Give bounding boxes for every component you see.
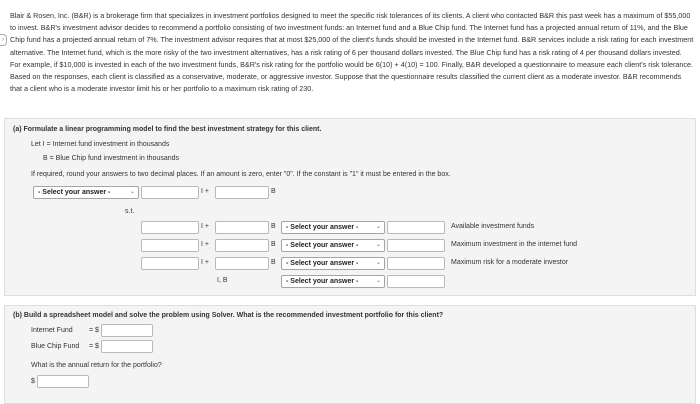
c2-relation-value: - Select your answer -: [286, 242, 359, 249]
c1-var-b: B: [271, 223, 276, 230]
chevron-down-icon: ⌄: [375, 224, 381, 230]
bluechip-fund-input[interactable]: [101, 340, 153, 353]
part-a-panel: [4, 118, 696, 296]
internet-fund-label: Internet Fund: [31, 327, 73, 334]
objective-coef-i-input[interactable]: [141, 186, 199, 199]
c1-var-i: I +: [201, 223, 209, 230]
objective-coef-b-input[interactable]: [215, 186, 269, 199]
annual-return-question: What is the annual return for the portfolio?: [31, 362, 162, 369]
c2-rhs-input[interactable]: [387, 239, 445, 252]
side-panel-handle[interactable]: [0, 34, 7, 46]
c2-coef-i-input[interactable]: [141, 239, 199, 252]
c2-var-i: I +: [201, 241, 209, 248]
annual-return-dollar: $: [31, 378, 35, 385]
internet-fund-input[interactable]: [101, 324, 153, 337]
objective-select-value: - Select your answer -: [38, 189, 111, 196]
chevron-down-icon: ⌄: [375, 242, 381, 248]
c2-relation-select[interactable]: [281, 239, 385, 252]
annual-return-input[interactable]: [37, 375, 89, 388]
c3-relation-select[interactable]: [281, 257, 385, 270]
internet-fund-eq: = $: [89, 327, 99, 334]
chevron-right-icon: ›: [2, 37, 4, 43]
c1-coef-b-input[interactable]: [215, 221, 269, 234]
c3-coef-b-input[interactable]: [215, 257, 269, 270]
c2-var-b: B: [271, 241, 276, 248]
c3-coef-i-input[interactable]: [141, 257, 199, 270]
c2-coef-b-input[interactable]: [215, 239, 269, 252]
c3-var-b: B: [271, 259, 276, 266]
objective-var-i: I +: [201, 188, 209, 195]
c1-relation-select[interactable]: [281, 221, 385, 234]
c1-label: Available investment funds: [451, 223, 535, 230]
part-b-panel: [4, 305, 696, 404]
part-b-title: (b) Build a spreadsheet model and solve the problem using Solver. What is the recommended investment portfolio for this client?: [13, 312, 444, 319]
c1-coef-i-input[interactable]: [141, 221, 199, 234]
c2-label: Maximum investment in the internet fund: [451, 241, 578, 248]
c1-relation-value: - Select your answer -: [286, 224, 359, 231]
bluechip-fund-label: Blue Chip Fund: [31, 343, 80, 350]
nonneg-relation-select[interactable]: [281, 275, 385, 288]
nonneg-relation-value: - Select your answer -: [286, 278, 359, 285]
c3-label: Maximum risk for a moderate investor: [451, 259, 569, 266]
problem-statement: Blair & Rosen, Inc. (B&R) is a brokerage firm that specializes in investment portfolios designed to meet the specific risk tolerances of its clients. A client who contacted B&R this past week has a maximum of $55,000 to invest. B&R's investment advisor decides to recommend a portfolio consisting of two investment funds: an Internet fund and a Blue Chip fund. The Internet fund has a projected annual return of 11%, and the Blue Chip fund has a projected annual return of 7%. The investment advisor requires that at most $25,000 of the client's funds should be invested in the Internet fund. B&R services include a risk rating for each investment alternative. The Internet fund, which is the more risky of the two investment alternatives, has a risk rating of 6 per thousand dollars invested. The Blue Chip fund has a risk rating of 4 per thousand dollars invested. For example, if $10,000 is invested in each of the two investment funds, B&R's risk rating for the portfolio would be 6(10) + 4(10) = 100. Finally, B&R developed a questionnaire to measure each client's risk tolerance. Based on the responses, each client is classified as a conservative, moderate, or aggressive investor. Suppose that the questionnaire results classified the current client as a moderate investor. B&R recommends that a client who is a moderate investor limit his or her portfolio to a maximum risk rating of 230.: [10, 11, 694, 94]
part-a-title: (a) Formulate a linear programming model to find the best investment strategy for this client.: [13, 126, 322, 133]
chevron-down-icon: ⌄: [375, 278, 381, 284]
objective-select[interactable]: [33, 186, 139, 199]
chevron-down-icon: ⌄: [375, 260, 381, 266]
nonneg-vars: I, B: [217, 277, 228, 284]
let-i-definition: Let I = Internet fund investment in thousands: [31, 141, 170, 148]
objective-var-b: B: [271, 188, 276, 195]
let-b-definition: B = Blue Chip fund investment in thousands: [43, 155, 180, 162]
c3-var-i: I +: [201, 259, 209, 266]
bluechip-fund-eq: = $: [89, 343, 99, 350]
c3-rhs-input[interactable]: [387, 257, 445, 270]
subject-to-label: s.t.: [125, 208, 135, 215]
instructions: If required, round your answers to two decimal places. If an amount is zero, enter "0". If the constant is "1" it must be entered in the box.: [31, 171, 451, 178]
c3-relation-value: - Select your answer -: [286, 260, 359, 267]
chevron-down-icon: ⌄: [129, 189, 135, 195]
c1-rhs-input[interactable]: [387, 221, 445, 234]
nonneg-rhs-input[interactable]: [387, 275, 445, 288]
